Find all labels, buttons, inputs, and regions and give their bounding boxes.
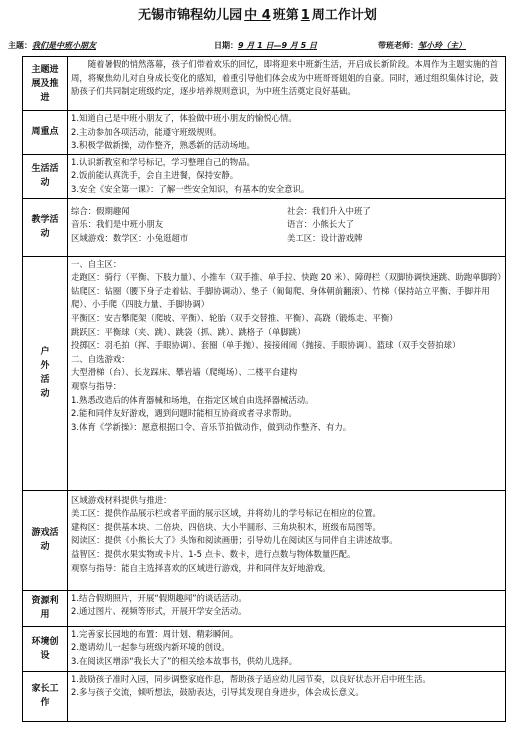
teaching-item: 区域游戏：数学区：小兔逛超市 bbox=[71, 232, 189, 243]
list-item: 1.认识新教室和学号标记，学习整理自己的物品。 bbox=[71, 156, 255, 167]
list-item: 投掷区：羽毛拍（挥、手眼协调）、套圈（单手抛）、接接闹闹（抛接、手眼协调）、篮球（双手交替拍球） bbox=[71, 340, 461, 351]
row-parents bbox=[23, 671, 506, 721]
date-value: 9 月 1 日—9 月 5 日 bbox=[238, 41, 317, 50]
label-life bbox=[23, 154, 68, 198]
list-item: 1.鼓励孩子准时入园，同步调整家庭作息，帮助孩子适应幼儿园节奏，以良好状态开启中班生活。 bbox=[71, 673, 431, 684]
teacher-field bbox=[378, 40, 466, 52]
content-life bbox=[68, 154, 506, 198]
list-item: 大型滑梯（台）、长龙踩床、攀岩墙（爬绳场）、二楼平台建构 bbox=[71, 367, 298, 378]
teaching-item: 语言：小熊长大了 bbox=[287, 219, 354, 230]
teaching-item: 综合：假期趣闻 bbox=[71, 205, 130, 216]
teaching-item: 美工区：设计游戏牌 bbox=[287, 232, 363, 243]
class-suffix: 班第 bbox=[272, 8, 299, 23]
label-text: 户外活动 bbox=[40, 347, 50, 400]
list-item: 观察与指导：能自主选择喜欢的区域进行游戏，并和同伴友好地游戏。 bbox=[71, 562, 331, 573]
label-games bbox=[23, 490, 68, 590]
list-item: 观察与指导： bbox=[71, 380, 122, 391]
page-title bbox=[0, 8, 515, 24]
label-parents bbox=[23, 671, 68, 721]
list-item: 1.结合假期照片，开展“假期趣闻”的谈话活动。 bbox=[71, 592, 247, 603]
week-number: 1 bbox=[300, 8, 310, 23]
list-item: 二、自选游戏： bbox=[71, 353, 130, 364]
list-item: 2.主动参加各项活动，能遵守班级规则。 bbox=[71, 126, 222, 137]
content-progress bbox=[68, 57, 506, 111]
list-item: 一、自主区： bbox=[71, 258, 122, 269]
teaching-row bbox=[71, 232, 502, 246]
label-environment bbox=[23, 626, 68, 671]
list-item: 3.积极学做新操，动作整齐，熟悉新的活动场地。 bbox=[71, 140, 255, 151]
list-item: 建构区：提供基本块、二倍块、四倍块、大小半圆形、三角块积木，班级布局图等。 bbox=[71, 521, 381, 532]
list-item: 走跑区：骑行（平衡、下肢力量）、小推车（双手推、单手拉、快跑 20 米）、障碍栏（双脚协调快速跳、助跑单脚跨） bbox=[71, 272, 506, 283]
list-item: 平衡区：安吉攀爬架（爬坡、平衡）、轮胎（双手交替推、平衡）、高跷（锻炼走、平衡） bbox=[71, 312, 398, 323]
content-resources bbox=[68, 590, 506, 626]
label-resources bbox=[23, 590, 68, 626]
row-teaching bbox=[23, 198, 506, 256]
list-item: 2.通过图片、视频等形式，开展开学安全活动。 bbox=[71, 606, 247, 617]
label-text: 生活活动 bbox=[31, 164, 59, 189]
list-item: 1.知道自己是中班小朋友了，体验做中班小朋友的愉悦心情。 bbox=[71, 113, 297, 123]
list-item: 2.饭前能认真洗手，会自主进餐，保持安静。 bbox=[71, 170, 239, 181]
list-item: 3.安全《安全第一课》：了解一些安全知识，有基本的安全意识。 bbox=[71, 183, 310, 194]
label-text: 主题进展及推进 bbox=[31, 64, 59, 103]
list-item: 区域游戏材料提供与推进： bbox=[71, 494, 172, 505]
list-item: 2.多与孩子交流，倾听想法，鼓励表达，引导其发现自身进步，体会成长意义。 bbox=[71, 687, 364, 698]
week-suffix: 周工作计划 bbox=[311, 8, 377, 23]
teaching-item: 社会：我们升入中班了 bbox=[287, 205, 371, 216]
progress-text: 随着暑假的悄然落幕，孩子们带着欢乐的回忆，即将迎来中班新生活，开启成长新阶段。本周作为主题实施的首周，将聚焦幼儿对自身成长变化的感知，着重引导他们体会成为中班哥哥姐姐的自豪。同时，通过组织集体讨论，鼓励孩子们共同制定班级约定，逐步培养规则意识，为中班生活奠定良好基础。 bbox=[71, 59, 499, 97]
teaching-row bbox=[71, 205, 502, 219]
row-focus bbox=[23, 111, 506, 155]
list-item: 3.在阅读区增添“我长大了”的相关绘本故事书，供幼儿选择。 bbox=[71, 655, 298, 666]
label-text: 教学活动 bbox=[31, 215, 59, 240]
teacher-value: 邹小玲（主） bbox=[418, 41, 466, 50]
list-item: 益智区：提供水果实物或卡片、1-5 点卡、数卡，进行点数与物体数量匹配。 bbox=[71, 548, 356, 559]
school-name: 无锡市锦程幼儿园 bbox=[138, 8, 243, 23]
list-item: 钻爬区：钻圈（腰下身子走着钻、手脚协调动）、垫子（匍匐爬、身体朝前翻滚）、竹梯（保持站立平衡、手脚并用爬）、小手爬（四肢力量、手脚协调） bbox=[71, 285, 490, 310]
list-item: 3.体育《学新操》：愿意根据口令、音乐节拍做动作，做到动作整齐、有力。 bbox=[71, 421, 352, 432]
label-text: 周重点 bbox=[31, 127, 59, 138]
label-text: 环境创设 bbox=[31, 636, 59, 661]
content-environment bbox=[68, 626, 506, 671]
theme-value: 我们是中班小朋友 bbox=[32, 41, 96, 50]
content-parents bbox=[68, 671, 506, 721]
content-games bbox=[68, 490, 506, 590]
list-item: 1.完善家长园地的布置：周计划、精彩瞬间。 bbox=[71, 628, 239, 639]
label-progress bbox=[23, 57, 68, 111]
list-item: 2.邀请幼儿一起参与班级内新环境的创设。 bbox=[71, 642, 230, 653]
label-focus bbox=[23, 111, 68, 155]
theme-field bbox=[8, 40, 96, 52]
content-focus bbox=[68, 111, 506, 155]
row-environment bbox=[23, 626, 506, 671]
row-progress bbox=[23, 57, 506, 111]
label-text: 游戏活动 bbox=[31, 528, 59, 553]
list-item: 美工区：提供作品展示栏或者平面的展示区域，并将幼儿的学号标记在相应的位置。 bbox=[71, 508, 381, 519]
teaching-row bbox=[71, 218, 502, 232]
row-life bbox=[23, 154, 506, 198]
date-field bbox=[214, 40, 317, 52]
list-item: 跳跃区：平衡球（夹、跳）、跳袋（抓、跳）、跳格子（单脚跳） bbox=[71, 326, 306, 337]
content-teaching bbox=[68, 198, 506, 256]
row-resources bbox=[23, 590, 506, 626]
content-outdoor bbox=[68, 256, 506, 490]
plan-table bbox=[22, 56, 506, 722]
teaching-item: 音乐：我们是中班小朋友 bbox=[71, 219, 164, 230]
theme-label: 主题： bbox=[8, 41, 32, 50]
label-text: 资源利用 bbox=[31, 596, 59, 621]
teacher-label: 带班老师： bbox=[378, 41, 418, 50]
list-item: 1.熟悉改造后的体育器械和场地，在指定区域自由选择器械活动。 bbox=[71, 394, 314, 405]
label-text: 家长工作 bbox=[31, 684, 59, 709]
list-item: 阅读区：提供《小熊长大了》头饰和阅读画册；引导幼儿在阅读区与同伴自主讲述故事。 bbox=[71, 535, 398, 546]
class-name: 中 4 bbox=[244, 8, 271, 23]
label-teaching bbox=[23, 198, 68, 256]
row-outdoor bbox=[23, 256, 506, 490]
label-outdoor bbox=[23, 256, 68, 490]
list-item: 2.能和同伴友好游戏，遇到问题时能相互协商或者寻求帮助。 bbox=[71, 408, 297, 419]
row-games bbox=[23, 490, 506, 590]
date-label: 日期： bbox=[214, 41, 238, 50]
